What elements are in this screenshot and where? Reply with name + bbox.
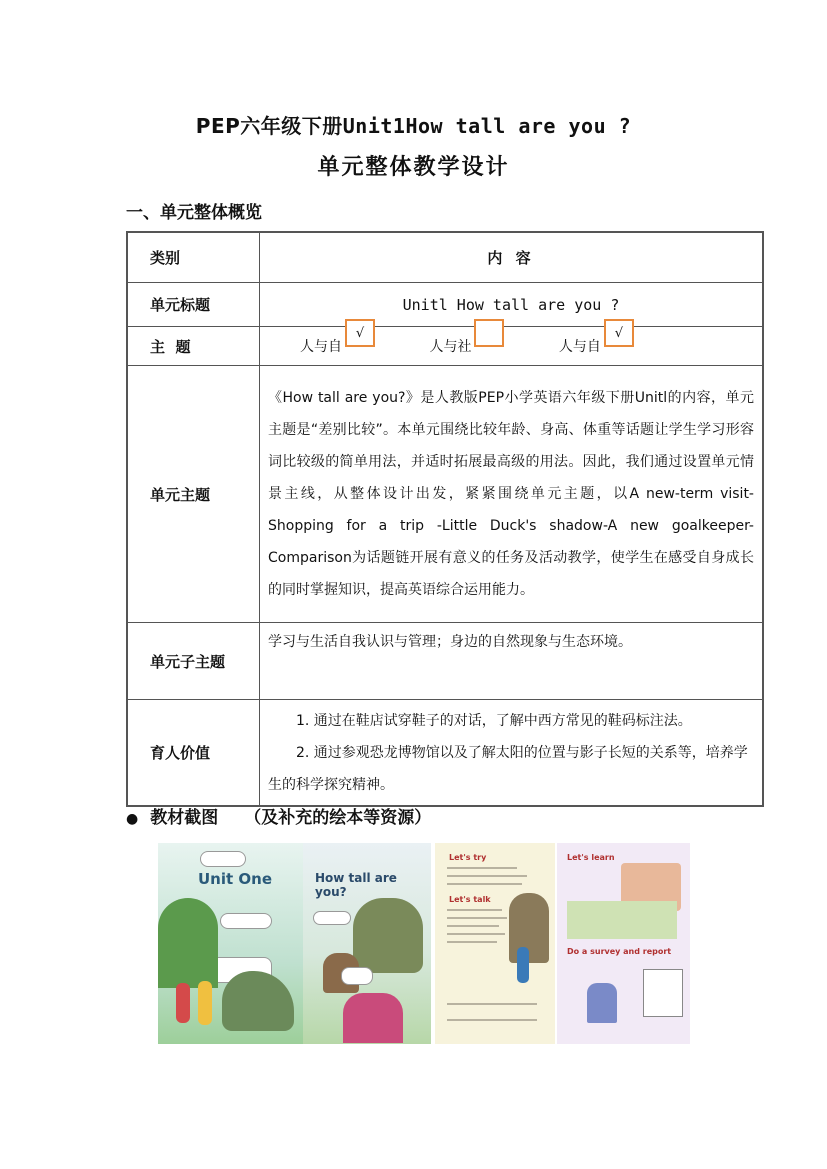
values-item-2: 2. 通过参观恐龙博物馆以及了解太阳的位置与影子长短的关系等，培养学生的科学探究精神。 xyxy=(268,744,748,793)
section-heading-overview: 一、单元整体概览 xyxy=(126,203,262,223)
theme-options xyxy=(260,327,764,366)
values-item-1: 1. 通过在鞋店试穿鞋子的对话，了解中西方常见的鞋码标注法。 xyxy=(296,712,692,729)
page4-heading-survey: Do a survey and report xyxy=(567,947,672,956)
dinosaur-illustration xyxy=(509,893,549,963)
textbook-page-2 xyxy=(303,843,431,1044)
child-figure xyxy=(198,981,212,1025)
speech-bubble xyxy=(220,913,272,929)
table-row xyxy=(127,366,763,623)
textbook-screenshot xyxy=(158,843,690,1044)
header-category: 类别 xyxy=(127,232,260,283)
textbook-heading-label: 教材截图 xyxy=(150,808,219,828)
textbook-page-1 xyxy=(158,843,303,1044)
table-row xyxy=(127,327,763,366)
page1-title: Unit One xyxy=(198,870,272,888)
sub-theme-text: 学习与生活自我认识与管理；身边的自然现象与生态环境。 xyxy=(260,623,764,700)
textbook-page-3 xyxy=(435,843,555,1044)
page4-heading-learn: Let's learn xyxy=(567,853,615,862)
checkbox-checked[interactable]: √ xyxy=(345,319,375,347)
page3-heading-talk: Let's talk xyxy=(449,895,491,904)
unit-title-value: Unitl How tall are you ? xyxy=(260,283,764,327)
page2-title: How tall are you? xyxy=(315,871,397,899)
tree-illustration xyxy=(158,898,218,988)
table-header-row xyxy=(127,232,763,283)
table-row xyxy=(127,283,763,327)
theme-option-label: 人与社 xyxy=(429,339,472,355)
textbook-heading-note: （及补充的绘本等资源） xyxy=(244,808,432,828)
title-english: Unit1How tall are you ? xyxy=(342,114,632,138)
checkbox-checked[interactable]: √ xyxy=(604,319,634,347)
document-subtitle: 单元整体教学设计 xyxy=(317,155,510,180)
speech-bubble xyxy=(341,967,373,985)
row-label-sub-theme: 单元子主题 xyxy=(127,623,260,700)
children-figures xyxy=(343,993,403,1043)
theme-option-label: 人与自 xyxy=(558,339,601,355)
textbook-heading xyxy=(126,803,431,828)
park-illustration xyxy=(567,901,677,939)
row-label-values: 育人价值 xyxy=(127,700,260,807)
children-figures xyxy=(587,983,617,1023)
theme-option-nature xyxy=(558,326,684,356)
theme-option-society xyxy=(429,336,554,356)
row-label-unit-theme: 单元主题 xyxy=(127,366,260,623)
title-chinese: PEP六年级下册 xyxy=(195,114,343,138)
bullet-icon: ● xyxy=(126,811,139,827)
table-row xyxy=(127,700,763,807)
speech-bubble xyxy=(313,911,351,925)
document-title xyxy=(0,110,827,139)
header-content: 内 容 xyxy=(260,232,764,283)
child-figure xyxy=(517,947,529,983)
unit-overview-table xyxy=(126,231,764,807)
theme-option-self xyxy=(300,326,425,356)
textbook-page-4 xyxy=(557,843,690,1044)
dinosaur-illustration xyxy=(222,971,294,1031)
triceratops-illustration xyxy=(353,898,423,973)
checkbox-unchecked[interactable] xyxy=(474,319,504,347)
survey-table xyxy=(643,969,683,1017)
row-label-unit-title: 单元标题 xyxy=(127,283,260,327)
page3-heading-try: Let's try xyxy=(449,853,487,862)
unit-theme-text: 《How tall are you?》是人教版PEP小学英语六年级下册Unitl的内容，单元主题是“差别比较”。本单元围绕比较年龄、身高、体重等话题让学生学习形容词比较级的简单用法，并适时拓展最高级的用法。因此，我们通过设置单元情景主线，从整体设计出发，紧紧围绕单元主题，以A new-term visit-Shopping for a trip -Little Duck's shadow-A new goalkeeper-Comparison为话题链开展有意义的任务及活动教学，使学生在感受自身成长的同时掌握知识，提高英语综合运用能力。 xyxy=(260,366,764,623)
theme-option-label: 人与自 xyxy=(300,339,342,355)
table-row xyxy=(127,623,763,700)
row-label-theme: 主 题 xyxy=(127,327,260,366)
child-figure xyxy=(176,983,190,1023)
values-text xyxy=(260,700,764,807)
speech-bubble xyxy=(200,851,246,867)
